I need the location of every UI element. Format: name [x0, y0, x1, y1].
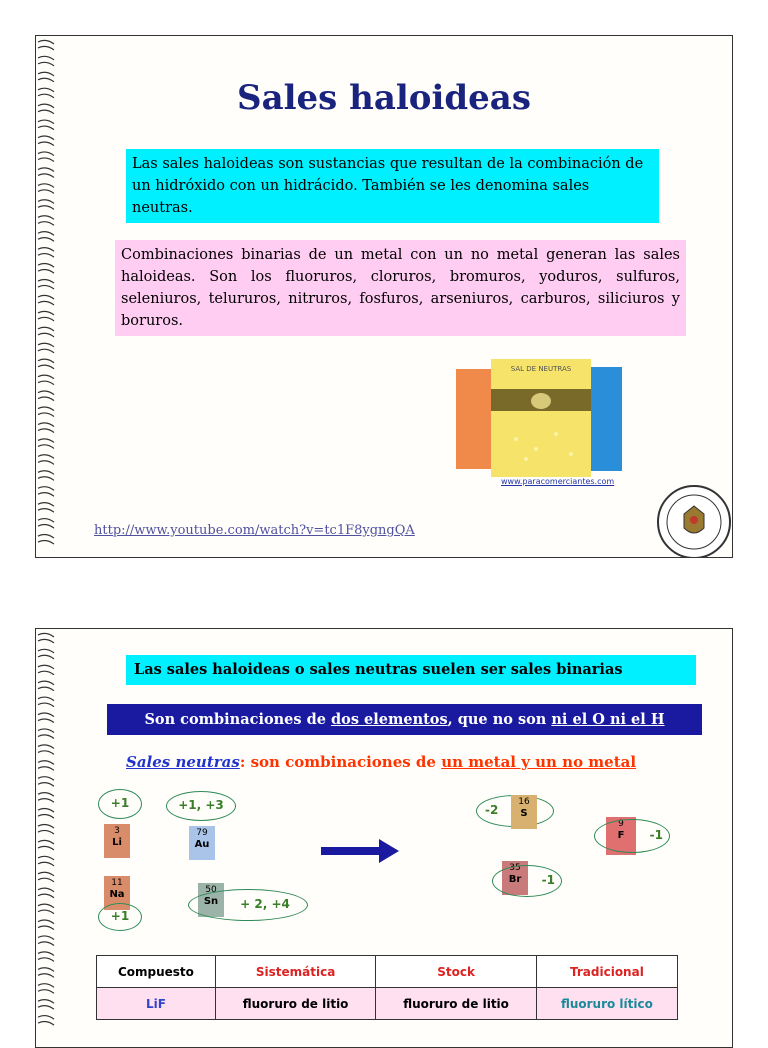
- university-seal-logo: [656, 484, 732, 558]
- slide-1: [35, 35, 733, 558]
- charge-oval-f: -1: [594, 819, 670, 853]
- element-tile-au: [189, 826, 215, 860]
- element-symbol: S: [520, 808, 528, 819]
- banner-underlined-1: dos elementos: [331, 711, 448, 728]
- charge-oval-li: +1: [98, 789, 142, 819]
- col-header-sistematica: Sistemática: [215, 956, 375, 988]
- element-number: 79: [196, 828, 208, 838]
- slide-title: Sales haloideas: [237, 78, 531, 118]
- banner-underlined-2: ni el O ni el H: [551, 711, 665, 728]
- element-symbol: Na: [109, 889, 125, 900]
- element-number: 11: [111, 878, 123, 888]
- sales-neutras-label: Sales neutras: [126, 753, 240, 771]
- col-header-tradicional: Tradicional: [536, 956, 677, 988]
- banner-text-mid: , que no son: [447, 711, 552, 728]
- cell-sistematica: fluoruro de litio: [215, 988, 375, 1020]
- sales-neutras-underlined: un metal y un no metal: [441, 753, 637, 771]
- photo-credit-link[interactable]: www.paracomerciantes.com: [501, 477, 615, 486]
- charge-oval-au: +1, +3: [166, 791, 236, 821]
- element-number: 3: [114, 826, 120, 836]
- sales-neutras-line: [126, 753, 686, 771]
- definition-banner: [107, 704, 702, 735]
- banner-text: Son combinaciones de: [144, 711, 332, 728]
- col-header-stock: Stock: [376, 956, 536, 988]
- charge-oval-na: +1: [98, 903, 142, 931]
- binary-combinations-box: Combinaciones binarias de un metal con un no metal generan las sales haloideas. Son los fluoruros, cloruros, bromuros, yoduros, sulfuros, seleniuros, telururos, nitruros, fosfuros, arseniuros, carburos, siliciuros y boruros.: [115, 240, 686, 336]
- element-symbol: Au: [194, 839, 210, 850]
- cell-compuesto: LiF: [97, 988, 216, 1020]
- slide-2: [35, 628, 733, 1048]
- charge-oval-br: -1: [492, 865, 562, 897]
- element-symbol: Br: [508, 874, 522, 885]
- charge-oval-sn: + 2, +4: [188, 889, 308, 921]
- salt-bags-photo: [456, 359, 622, 477]
- element-number: 9: [618, 819, 624, 829]
- col-header-compuesto: Compuesto: [97, 956, 216, 988]
- element-tile-s: [511, 795, 537, 829]
- table-header-row: [97, 956, 678, 988]
- element-number: 16: [518, 797, 530, 807]
- element-symbol: F: [617, 830, 625, 841]
- element-symbol: Sn: [203, 896, 219, 907]
- charge-oval-s: -2: [476, 795, 554, 827]
- sales-neutras-text: : son combinaciones de: [239, 753, 442, 771]
- youtube-link[interactable]: http://www.youtube.com/watch?v=tc1F8ygngQA: [94, 523, 415, 538]
- bag-label: SAL DE NEUTRAS: [510, 365, 572, 373]
- slide2-heading: Las sales haloideas o sales neutras suelen ser sales binarias: [126, 655, 696, 685]
- right-arrow-icon: [321, 839, 401, 863]
- definition-box: Las sales haloideas son sustancias que resultan de la combinación de un hidróxido con un hidrácido. También se les denomina sales neutras.: [126, 149, 659, 223]
- element-number: 50: [205, 885, 217, 895]
- nomenclature-table: [96, 955, 678, 1020]
- spiral-binding: [36, 629, 60, 1047]
- cell-stock: fluoruro de litio: [376, 988, 536, 1020]
- element-tile-li: [104, 824, 130, 858]
- table-row: [97, 988, 678, 1020]
- cell-tradicional: fluoruro lítico: [536, 988, 677, 1020]
- element-symbol: Li: [112, 837, 122, 848]
- element-number: 35: [509, 863, 521, 873]
